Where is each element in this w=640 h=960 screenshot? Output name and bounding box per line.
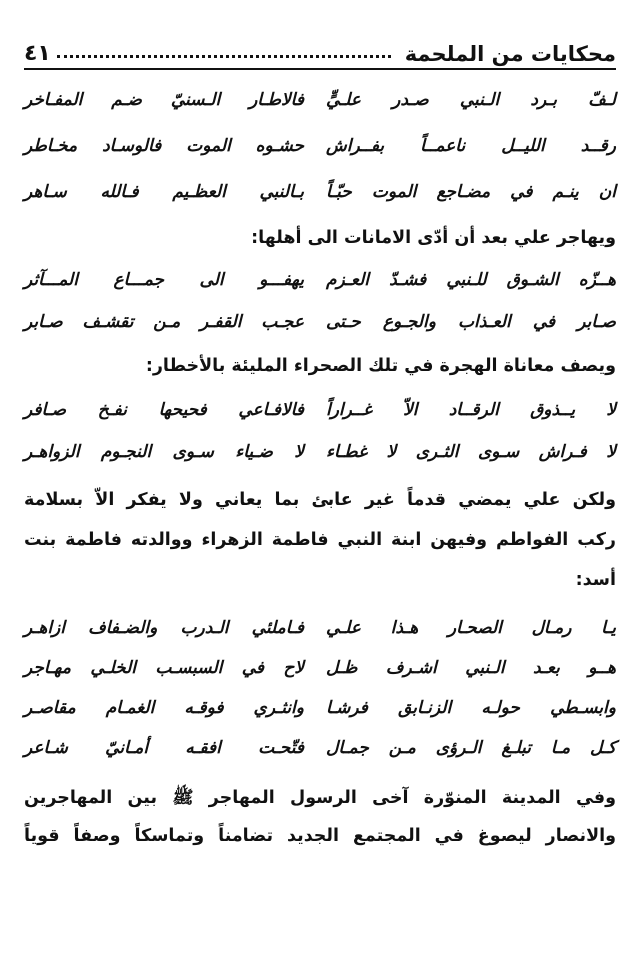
verse-first-hemistich: لـفّ بـرد الـنبي صـدر علـيٍّ <box>326 90 616 110</box>
paragraph-line: أسد: <box>575 570 616 590</box>
verse-first-hemistich: وابسـطي حولـه الزنـابق فرشـا <box>326 698 616 718</box>
verse-second-hemistich: لا ضـياء سـوى النجـوم الزواهـر <box>24 442 304 462</box>
poem-verse <box>24 270 616 304</box>
verse-second-hemistich: بـالنبي العظـيم فـالله سـاهر <box>24 182 304 202</box>
verse-first-hemistich: ان ينـم في مضـاجع الموت حبّـاً <box>326 182 616 202</box>
verse-second-hemistich: عجـب القفـر مـن تقشـف صـابر <box>24 312 304 332</box>
verse-first-hemistich: هــزّه الشـوق للـنبي فشـدّ العـزم <box>326 270 616 290</box>
page-header <box>24 26 616 66</box>
poem-verse <box>24 658 616 692</box>
poem-verse <box>24 312 616 346</box>
poem-verse <box>24 618 616 652</box>
verse-first-hemistich: يـا رمـال الصحـار هـذا علـي <box>326 618 616 638</box>
verse-second-hemistich: يهفـــو الى جمـــاع المـــآثر <box>24 270 304 290</box>
poem-verse <box>24 400 616 434</box>
poem-verse <box>24 698 616 732</box>
poem-verse <box>24 136 616 170</box>
header-rule <box>24 68 616 70</box>
verse-second-hemistich: فالاطـار الـسنيّ ضـم المفـاخر <box>24 90 304 110</box>
verse-first-hemistich: لا يــذوق الرقــاد الاّ غــراراً <box>326 400 616 420</box>
verse-first-hemistich: لا فـراش سـوى الثـرى لا غطـاء <box>326 442 616 462</box>
section-intro: ويهاجر علي بعد أن أدّى الامانات الى أهلها: <box>251 228 616 248</box>
page-number: ٤١ <box>24 41 51 66</box>
poem-verse <box>24 90 616 124</box>
section-intro: ويصف معاناة الهجرة في تلك الصحراء المليئة بالأخطار: <box>145 356 616 376</box>
paragraph-line: ولكن علي يمضي قدماً غير عابئ بما يعاني ولا يفكر الاّ بسلامة <box>24 490 616 510</box>
paragraph-line: والانصار ليصوغ في المجتمع الجديد تضامناً وتماسكاً وصفاً قوياً <box>24 826 616 846</box>
verse-first-hemistich: كـل مـا تبلـغ الـرؤى مـن جمـال <box>326 738 616 758</box>
poem-verse <box>24 442 616 476</box>
verse-second-hemistich: وانثـري فوقـه الغمـام مقاصـر <box>24 698 304 718</box>
paragraph-line: ركب الفواطم وفيهن ابنة النبي فاطمة الزهراء ووالدته فاطمة بنت <box>24 530 616 550</box>
verse-second-hemistich: فتّحـت افقـه أمـانيّ شـاعر <box>24 738 304 758</box>
running-title: محكايات من الملحمة <box>404 42 616 66</box>
verse-second-hemistich: فالافـاعي فحيحها نفـخ صـافر <box>24 400 304 420</box>
poem-verse <box>24 182 616 216</box>
header-dot-leader <box>57 54 391 58</box>
verse-second-hemistich: فـاملئي الـدرب والضـفاف ازاهـر <box>24 618 304 638</box>
paragraph-line: وفي المدينة المنوّرة آخى الرسول المهاجر ﷺ بين المهاجرين <box>24 788 616 808</box>
verse-second-hemistich: لاح في السبسـب الخلـي مهـاجر <box>24 658 304 678</box>
verse-first-hemistich: هــو بعـد الـنبي اشـرف ظـل <box>326 658 616 678</box>
verse-second-hemistich: حشـوه الموت فالوسـاد مخـاطر <box>24 136 304 156</box>
poem-verse <box>24 738 616 772</box>
verse-first-hemistich: رقــد الليــل ناعمــاً بفــراش <box>326 136 616 156</box>
verse-first-hemistich: صـابر في العـذاب والجـوع حـتى <box>326 312 616 332</box>
